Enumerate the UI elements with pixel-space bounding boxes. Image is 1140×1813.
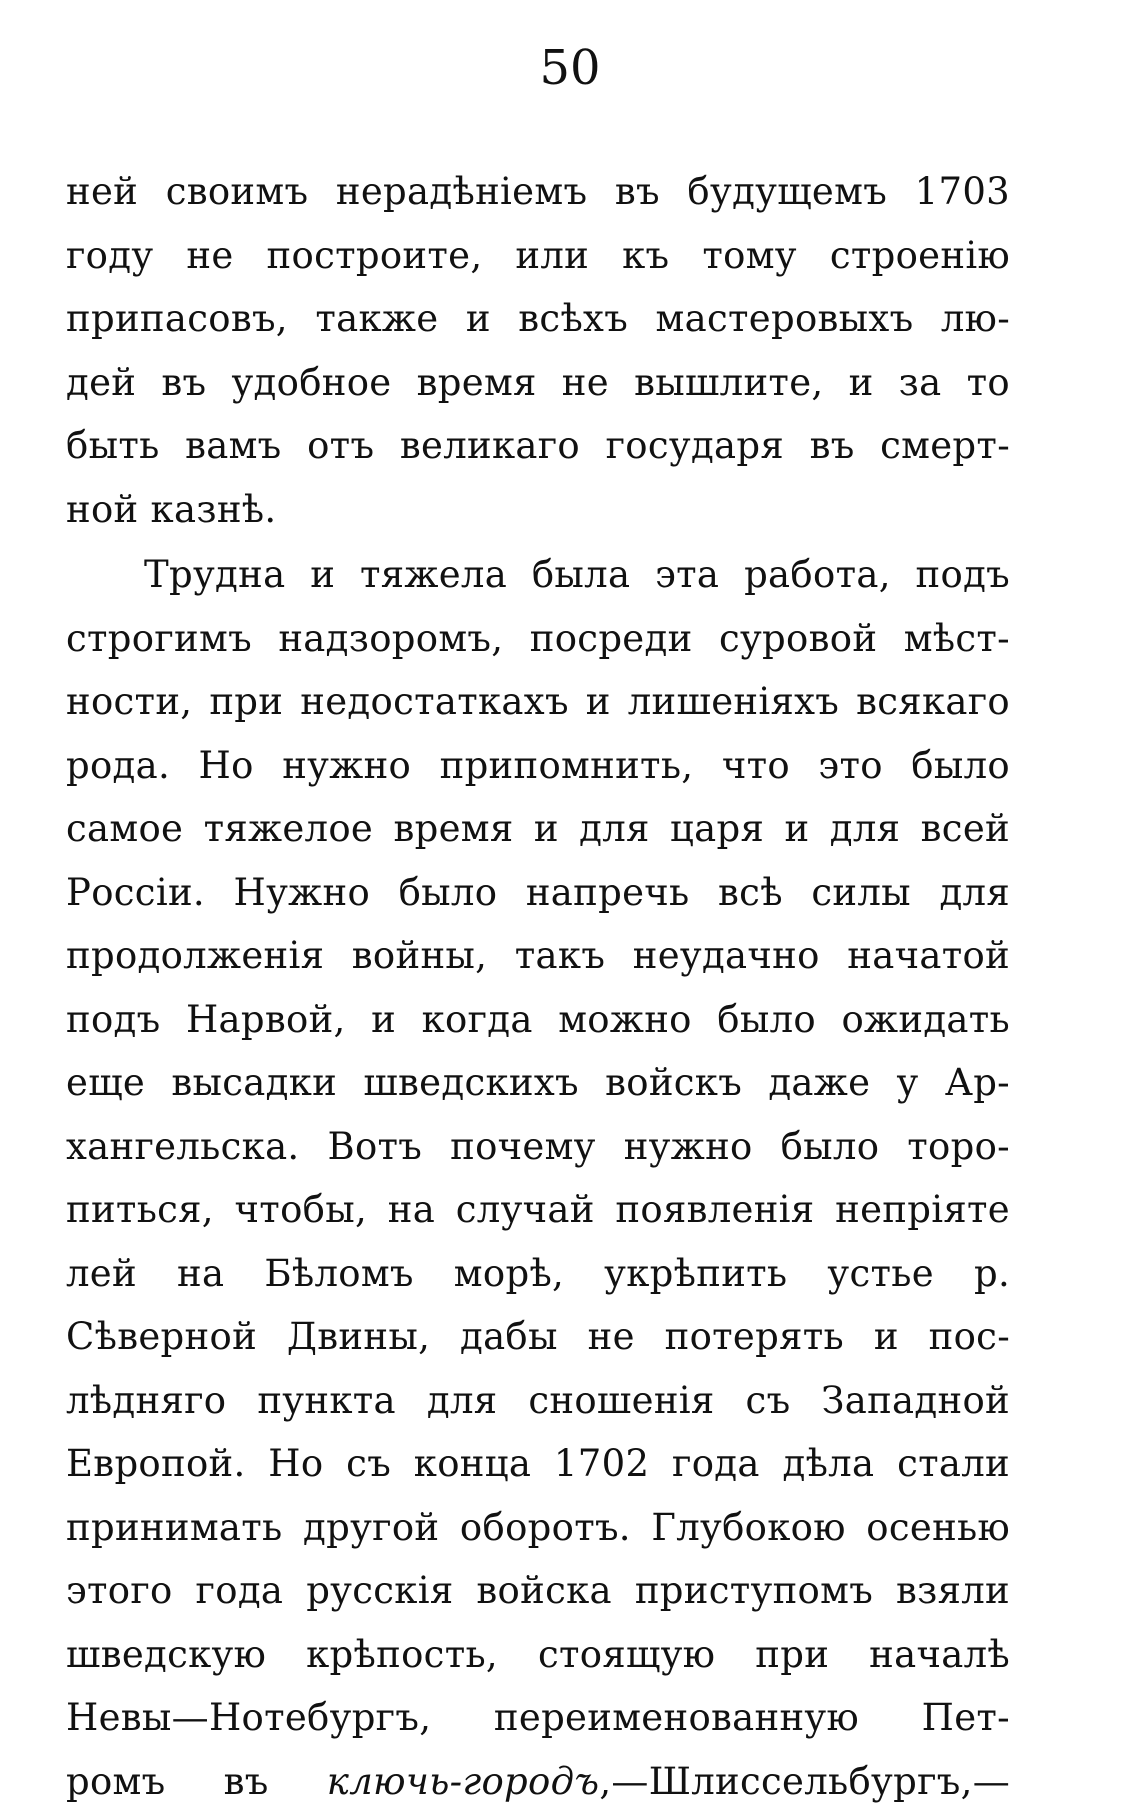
text-line: ней своимъ нерадѣніемъ въ будущемъ 1703 bbox=[66, 160, 1010, 224]
text-line: ной казнѣ. bbox=[66, 478, 1010, 542]
text-line: Сѣверной Двины, дабы не потерять и пос- bbox=[66, 1305, 1010, 1369]
text-line: ности, при недостаткахъ и лишеніяхъ всякаго bbox=[66, 670, 1010, 734]
text-line: Европой. Но съ конца 1702 года дѣла стали bbox=[66, 1432, 1010, 1496]
text-line: принимать другой оборотъ. Глубокою осенью bbox=[66, 1496, 1010, 1560]
text-line: продолженія войны, такъ неудачно начатой bbox=[66, 924, 1010, 988]
text-line: лѣдняго пункта для сношенія съ Западной bbox=[66, 1369, 1010, 1433]
text-line: Россіи. Нужно было напречь всѣ силы для bbox=[66, 861, 1010, 925]
text-line: припасовъ, также и всѣхъ мастеровыхъ лю- bbox=[66, 287, 1010, 351]
text-line: питься, чтобы, на случай появленія непріяте bbox=[66, 1178, 1010, 1242]
page-number: 50 bbox=[0, 38, 1140, 98]
paragraph-first-line: Трудна и тяжела была эта работа, подъ bbox=[66, 543, 1010, 607]
text-line: еще высадки шведскихъ войскъ даже у Ар- bbox=[66, 1051, 1010, 1115]
text-line: самое тяжелое время и для царя и для всей bbox=[66, 797, 1010, 861]
text-line: Невы—Нотебургъ, переименованную Пет- bbox=[66, 1686, 1010, 1750]
text-segment: ,—Шлиссельбургъ,— bbox=[599, 1760, 1010, 1803]
text-line: дей въ удобное время не вышлите, и за то bbox=[66, 351, 1010, 415]
text-line-final bbox=[66, 1750, 1010, 1813]
text-line: быть вамъ отъ великаго государя въ смерт- bbox=[66, 414, 1010, 478]
text-line: году не построите, или къ тому строенію bbox=[66, 224, 1010, 288]
text-line: шведскую крѣпость, стоящую при началѣ bbox=[66, 1623, 1010, 1687]
text-line: строгимъ надзоромъ, посреди суровой мѣст- bbox=[66, 607, 1010, 671]
text-line: подъ Нарвой, и когда можно было ожидать bbox=[66, 988, 1010, 1052]
text-line: этого года русскія войска приступомъ взяли bbox=[66, 1559, 1010, 1623]
italic-phrase: ключь-городъ bbox=[327, 1760, 600, 1803]
text-segment: ромъ въ bbox=[66, 1760, 327, 1803]
text-line: лей на Бѣломъ морѣ, укрѣпить устье р. bbox=[66, 1242, 1010, 1306]
body-text bbox=[66, 160, 1010, 1813]
text-line: хангельска. Вотъ почему нужно было торо- bbox=[66, 1115, 1010, 1179]
text-line: рода. Но нужно припомнить, что это было bbox=[66, 734, 1010, 798]
